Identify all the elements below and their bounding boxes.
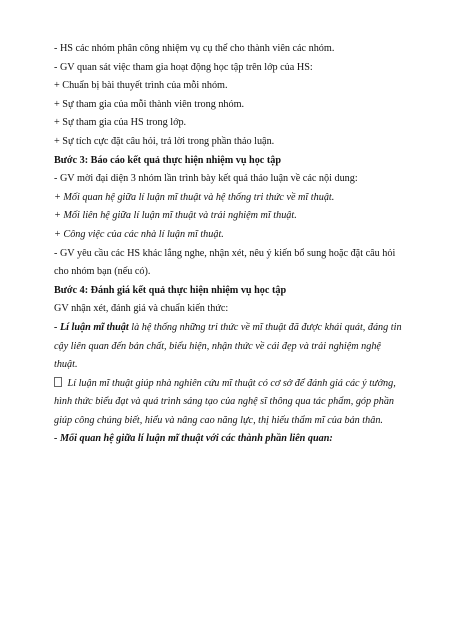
bullet-text: Lí luận mĩ thuật giúp nhà nghiên cứu mĩ thuật có cơ sở để đánh giá các ý tưởng, hình thức biểu đạt và quá trình sáng tạo của nghệ sĩ thông qua tác phẩm, góp phần giúp công chúng biết, hiểu và nâng cao năng lực, thị hiếu thẩm mĩ của bản thân. — [54, 377, 396, 426]
text-line: + Sự tham gia của HS trong lớp. — [54, 117, 187, 129]
text-line: + Sự tích cực đặt câu hỏi, trả lời trong phần thảo luận. — [54, 135, 275, 147]
checkbox-glyph-icon — [54, 377, 62, 387]
text-line: + Công việc của các nhà lí luận mĩ thuật. — [54, 228, 224, 240]
text-line: GV nhận xét, đánh giá và chuẩn kiến thức: — [54, 303, 229, 315]
text-line: - GV quan sát việc tham gia hoạt động học tập trên lớp của HS: — [54, 61, 313, 73]
text-line: - HS các nhóm phân công nhiệm vụ cụ thể cho thành viên các nhóm. — [54, 43, 335, 54]
definition-paragraph — [54, 319, 404, 375]
definition-term: - Lí luận mĩ thuật — [54, 321, 129, 333]
text-line: + Chuẩn bị bài thuyết trình của mỗi nhóm. — [54, 80, 228, 92]
document-page — [54, 40, 404, 449]
text-line: - GV mời đại diện 3 nhóm lần trình bày kết quả thảo luận về các nội dung: — [54, 173, 358, 185]
text-paragraph: - GV yêu cầu các HS khác lắng nghe, nhận xét, nêu ý kiến bổ sung hoặc đặt câu hỏi cho nhóm bạn (nếu có). — [54, 247, 396, 278]
bullet-paragraph — [54, 375, 404, 431]
text-line: + Mối liên hệ giữa lí luận mĩ thuật và trải nghiệm mĩ thuật. — [54, 210, 297, 222]
step-4-heading: Bước 4: Đánh giá kết quả thực hiện nhiệm vụ học tập — [54, 284, 287, 296]
step-3-heading: Bước 3: Báo cáo kết quả thực hiện nhiệm vụ học tập — [54, 154, 282, 166]
text-line: + Mối quan hệ giữa lí luận mĩ thuật và hệ thống tri thức về mĩ thuật. — [54, 191, 335, 203]
definition-text: là hệ thống những tri thức về mĩ thuật đã được khái quát, đáng tin cậy liên quan đến bản chất, biểu hiện, nhận thức về cái đẹp và trải nghiệm nghệ thuật. — [54, 321, 402, 371]
subheading: - Mối quan hệ giữa lí luận mĩ thuật với các thành phần liên quan: — [54, 433, 333, 445]
text-line: + Sự tham gia của mỗi thành viên trong nhóm. — [54, 98, 245, 110]
